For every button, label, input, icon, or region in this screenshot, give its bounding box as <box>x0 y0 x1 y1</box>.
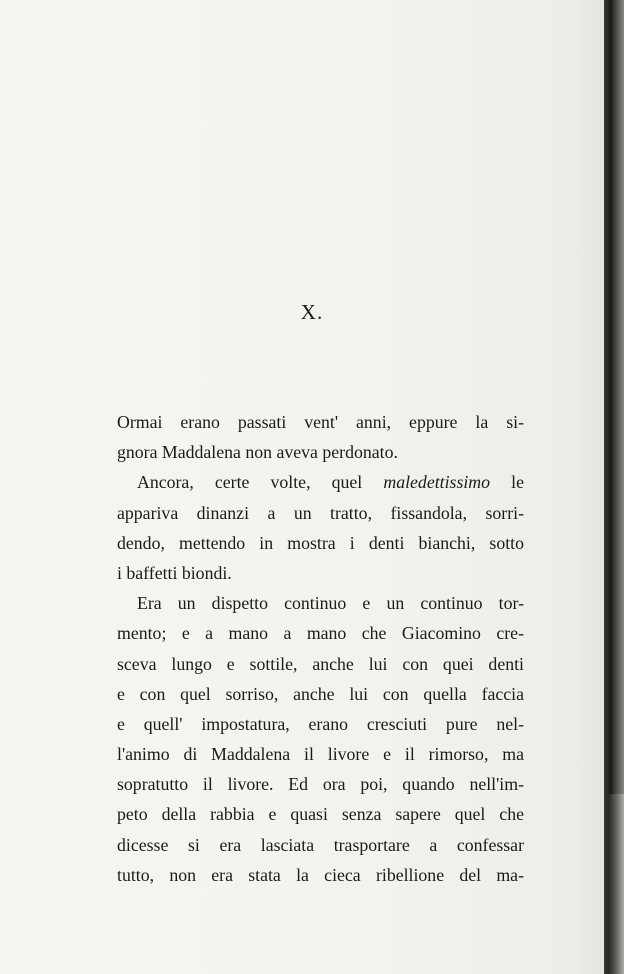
page-edge-fold <box>608 794 624 974</box>
page-edge-binding <box>604 0 624 974</box>
text-line: i baffetti biondi. <box>117 562 232 583</box>
text-line <box>117 467 524 497</box>
text-line: peto della rabbia e quasi senza sapere quel che <box>117 804 524 825</box>
text-line: gnora Maddalena non aveva perdonato. <box>117 442 398 463</box>
body-text <box>117 407 524 890</box>
italic-word: maledettissimo <box>383 472 491 493</box>
text-line: mento; e a mano a mano che Giacomino cre- <box>117 623 524 644</box>
text-line: l'animo di Maddalena il livore e il rimorso, ma <box>117 744 524 765</box>
text-line: Ormai erano passati vent' anni, eppure la si- <box>117 412 524 432</box>
text-fragment: Ancora, certe volte, quel <box>137 472 363 493</box>
text-fragment: le <box>511 472 524 493</box>
text-line: sceva lungo e sottile, anche lui con quei denti <box>117 653 524 674</box>
text-line: tutto, non era stata la cieca ribellione del ma- <box>117 864 524 885</box>
text-line: appariva dinanzi a un tratto, fissandola, sorri- <box>117 502 524 523</box>
chapter-number: X. <box>300 300 324 324</box>
text-line: e quell' impostatura, erano cresciuti pure nel- <box>117 713 524 734</box>
text-line: e con quel sorriso, anche lui con quella faccia <box>117 683 524 704</box>
text-line: Era un dispetto continuo e un continuo tor- <box>137 593 524 614</box>
text-line: dicesse si era lasciata trasportare a confessar <box>117 834 524 855</box>
text-line: dendo, mettendo in mostra i denti bianchi, sotto <box>117 532 524 553</box>
text-line: sopratutto il livore. Ed ora poi, quando nell'im- <box>117 774 524 795</box>
